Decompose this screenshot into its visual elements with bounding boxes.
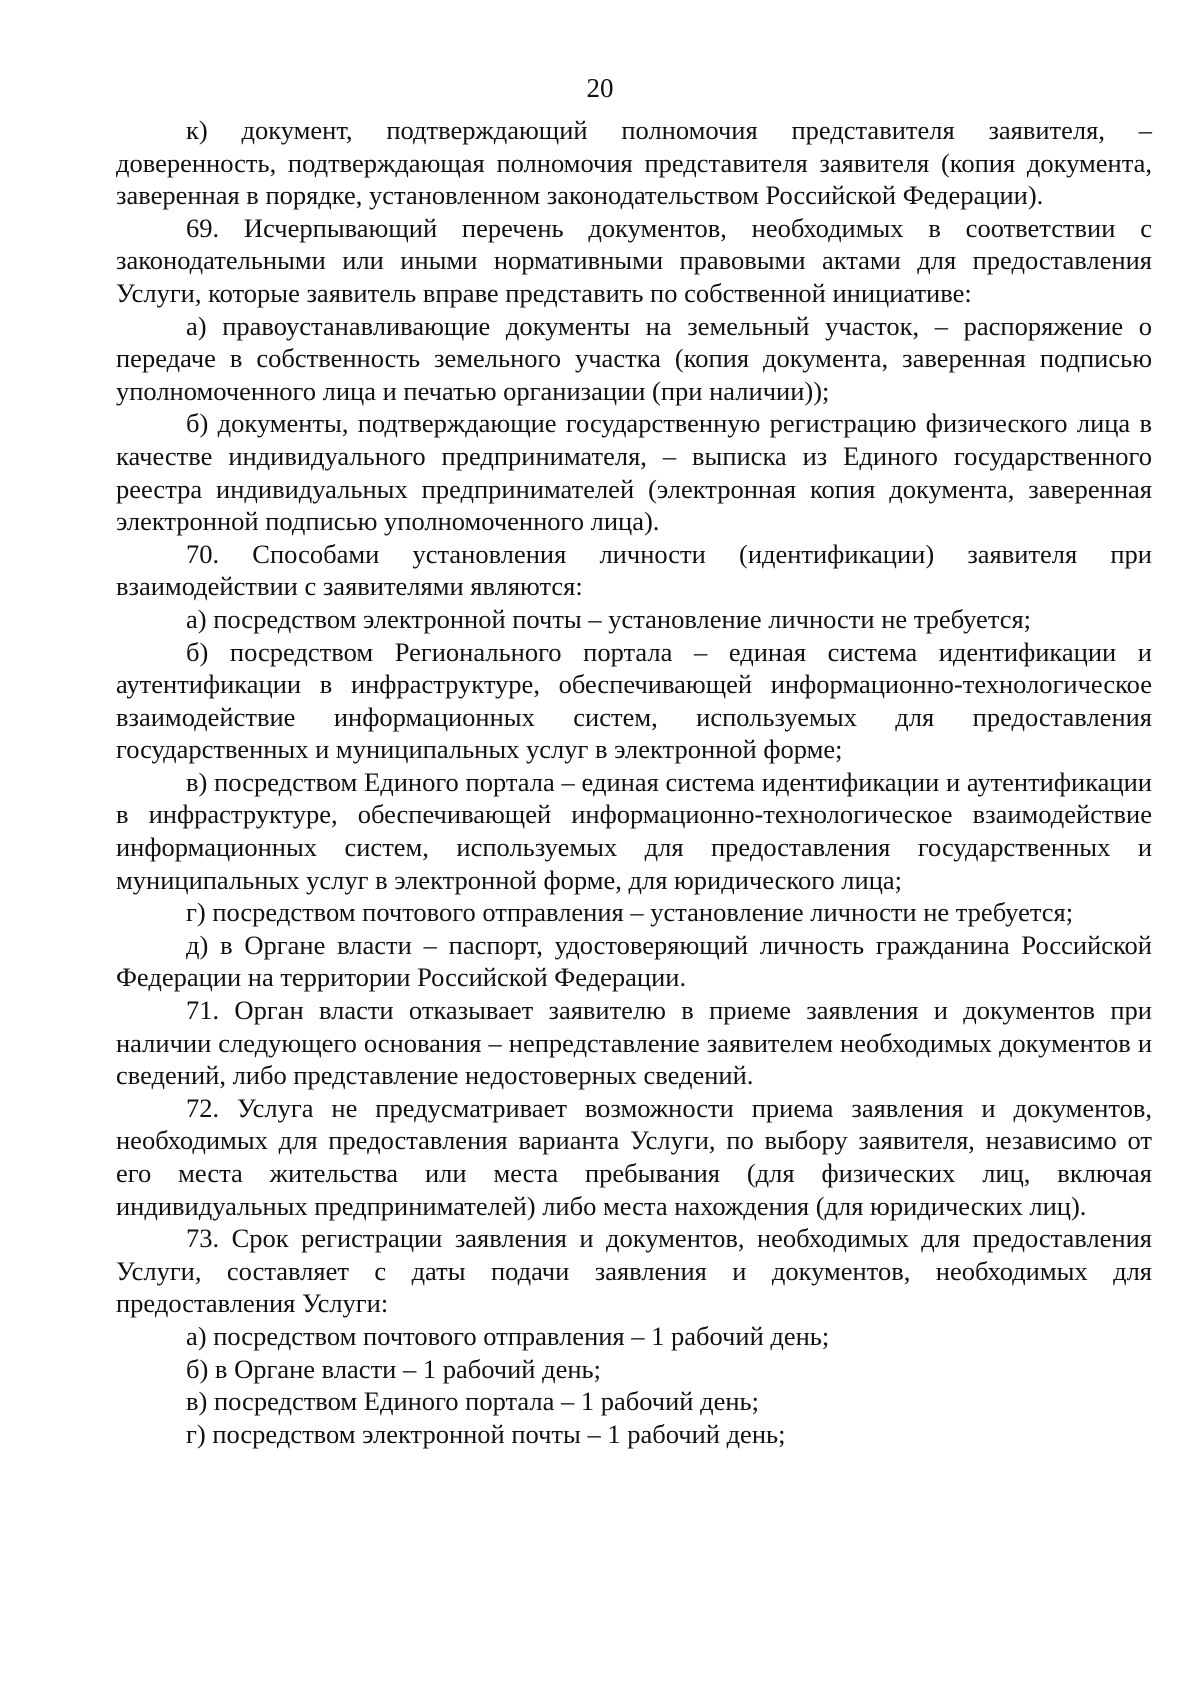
paragraph-73: 73. Срок регистрации заявления и документов, необходимых для предоставления Услуги, составляет с даты подачи заявления и документов, необходимых для предоставления Услуги: [116, 1223, 1159, 1319]
paragraph-73-v: в) посредством Единого портала – 1 рабочий день; [186, 1386, 759, 1417]
paragraph-70-g: г) посредством почтового отправления – установление личности не требуется; [186, 897, 1074, 928]
paragraph-73-g: г) посредством электронной почты – 1 рабочий день; [186, 1418, 786, 1449]
paragraph-k-power-of-attorney: к) документ, подтверждающий полномочия представителя заявителя, – доверенность, подтверждающая полномочия представителя заявителя (копия документа, заверенная в порядке, установленном законодательством Российской Федерации). [116, 115, 1159, 211]
page-number: 20 [586, 73, 614, 103]
paragraph-72: 72. Услуга не предусматривает возможности приема заявления и документов, необходимых для предоставления варианта Услуги, по выбору заявителя, независимо от его места жительства или места пребывания (для физических лиц, включая индивидуальных предпринимателей) либо места нахождения (для юридических лиц). [116, 1092, 1159, 1221]
paragraph-70-b: б) посредством Регионального портала – единая система идентификации и аутентификации в инфраструктуре, обеспечивающей информационно-технологическое взаимодействие информационных систем, используемых для предоставления государственных и муниципальных услуг в электронной форме; [116, 636, 1159, 765]
paragraph-73-a: а) посредством почтового отправления – 1 рабочий день; [186, 1320, 830, 1351]
paragraph-70-v: в) посредством Единого портала – единая система идентификации и аутентификации в инфраструктуре, обеспечивающей информационно-технологическое взаимодействие информационных систем, используемых для предоставления государственных и муниципальных услуг в электронной форме, для юридического лица; [116, 766, 1159, 895]
paragraph-69: 69. Исчерпывающий перечень документов, необходимых в соответствии с законодательными или иными нормативными правовыми актами для предоставления Услуги, которые заявитель вправе представить по собственной инициативе: [116, 212, 1159, 308]
paragraph-70-d: д) в Органе власти – паспорт, удостоверяющий личность гражданина Российской Федерации на территории Российской Федерации. [116, 929, 1159, 993]
paragraph-73-b: б) в Органе власти – 1 рабочий день; [186, 1353, 601, 1384]
paragraph-69-b: б) документы, подтверждающие государственную регистрацию физического лица в качестве индивидуального предпринимателя, – выписка из Единого государственного реестра индивидуальных предпринимателей (электронная копия документа, заверенная электронной подписью уполномоченного лица). [116, 408, 1159, 537]
paragraph-70: 70. Способами установления личности (идентификации) заявителя при взаимодействии с заявителями являются: [116, 538, 1159, 602]
paragraph-70-a: а) посредством электронной почты – установление личности не требуется; [186, 603, 1032, 634]
document-body [116, 114, 1159, 1450]
paragraph-71: 71. Орган власти отказывает заявителю в приеме заявления и документов при наличии следующего основания – непредставление заявителем необходимых документов и сведений, либо представление недостоверных сведений. [116, 995, 1159, 1091]
paragraph-69-a: а) правоустанавливающие документы на земельный участок, – распоряжение о передаче в собственность земельного участка (копия документа, заверенная подписью уполномоченного лица и печатью организации (при наличии)); [116, 310, 1159, 406]
